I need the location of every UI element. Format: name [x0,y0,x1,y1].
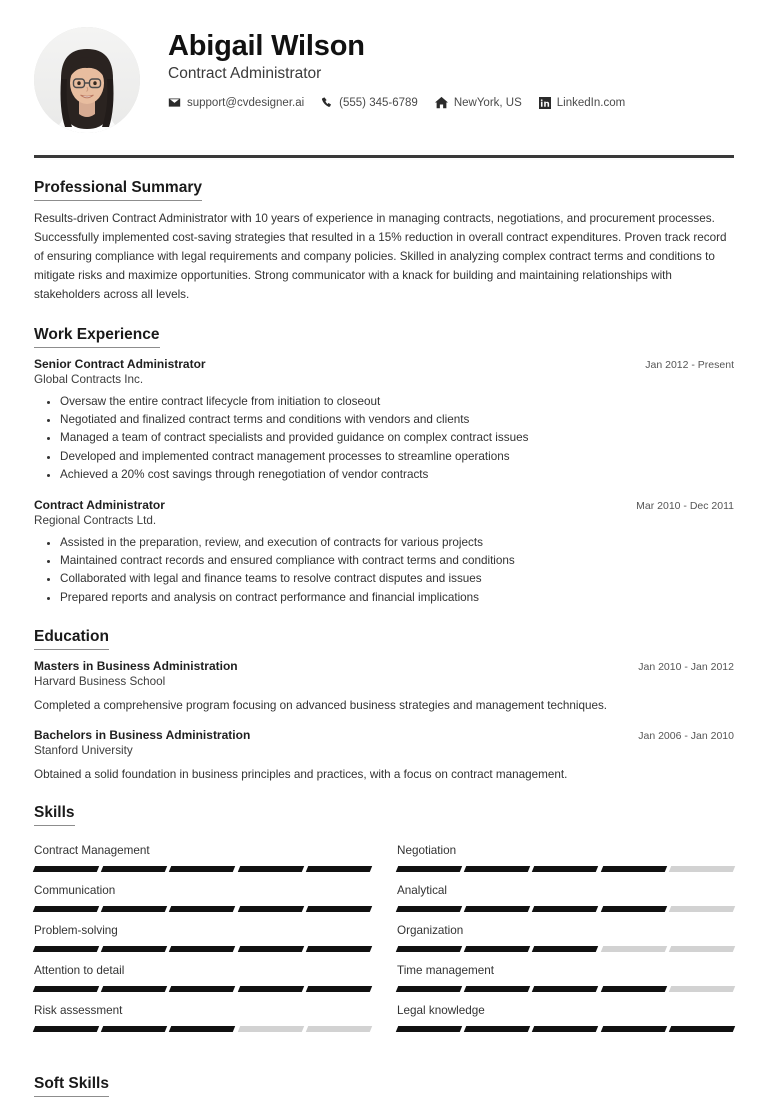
skill-level-segment [169,946,236,952]
skill-level-segment [600,906,667,912]
skill-level-segment [532,1026,599,1032]
skill-level-segment [237,906,304,912]
skill-level-bar [397,1026,734,1032]
skill-label: Time management [397,964,495,978]
page-title: Abigail Wilson [168,30,365,62]
contact-email[interactable] [168,96,304,109]
skill-label: Problem-solving [34,924,118,938]
skill-level-bar [34,906,371,912]
job-title: Contract Administrator [168,65,322,83]
skill-level-segment [101,866,168,872]
skill-level-segment [669,906,736,912]
skill-label: Analytical [397,884,448,898]
skill-level-segment [33,1026,100,1032]
education-degree: Bachelors in Business Administration [34,727,251,742]
skill-level-segment [532,906,599,912]
skill-item [397,875,734,915]
skill-level-segment [396,1026,463,1032]
skill-level-segment [169,1026,236,1032]
skill-level-bar [397,906,734,912]
experience-entry [34,498,734,607]
skill-level-bar [397,866,734,872]
skill-level-segment [169,906,236,912]
list-item: • Maintained contract records and ensured compliance with contract terms and conditions [60,552,734,570]
skill-level-segment [101,906,168,912]
skill-level-segment [396,946,463,952]
list-item: • Managed a team of contract specialists and provided guidance on complex contract issues [60,429,734,447]
skill-item [397,995,734,1035]
experience-organization: Regional Contracts Ltd. [34,513,157,527]
skill-item [397,955,734,995]
skill-level-segment [464,986,531,992]
skill-level-segment [306,866,373,872]
skill-label: Contract Management [34,844,150,858]
skill-level-segment [532,946,599,952]
skill-level-segment [669,946,736,952]
skill-level-segment [306,906,373,912]
skill-item [397,915,734,955]
skills-grid [34,835,734,1035]
section-soft-skills [34,1056,734,1106]
skill-level-segment [237,946,304,952]
list-item: • Prepared reports and analysis on contract performance and financial implications [60,589,734,607]
skill-level-bar [34,1026,371,1032]
contact-phone-text: (555) 345-6789 [339,96,418,109]
experience-role: Senior Contract Administrator [34,356,206,371]
skill-level-segment [237,866,304,872]
contact-linkedin[interactable] [539,97,625,109]
skill-level-segment [396,866,463,872]
list-item: • Collaborated with legal and finance teams to resolve contract disputes and issues [60,570,734,588]
skill-level-segment [169,986,236,992]
education-entry [34,659,734,715]
skill-level-segment [33,866,100,872]
contact-row [168,96,625,109]
skill-item [397,835,734,875]
list-item: • Developed and implemented contract management processes to streamline operations [60,448,734,466]
experience-entry-head [34,357,734,371]
experience-bullets [34,534,734,607]
section-skills [34,804,734,1035]
section-title-summary: Professional Summary [34,179,202,201]
section-education [34,628,734,783]
education-date: Jan 2006 - Jan 2010 [638,729,734,742]
experience-entry [34,357,734,485]
skill-label: Attention to detail [34,964,125,978]
experience-date: Jan 2012 - Present [645,358,734,371]
contact-linkedin-text: LinkedIn.com [556,96,626,109]
section-professional-summary [34,179,734,305]
skill-level-bar [34,866,371,872]
skill-level-segment [600,866,667,872]
section-title-experience: Work Experience [34,326,160,348]
skill-level-segment [464,946,531,952]
education-description: Obtained a solid foundation in business principles and practices, with a focus on contract management. [34,767,568,781]
skill-label: Legal knowledge [397,1004,485,1018]
education-degree: Masters in Business Administration [34,659,238,673]
skill-label: Communication [34,884,116,898]
experience-role: Contract Administrator [34,497,165,512]
skill-level-segment [306,946,373,952]
skill-level-segment [101,1026,168,1032]
skill-level-bar [34,986,371,992]
skill-label: Risk assessment [34,1004,123,1018]
skill-level-bar [397,986,734,992]
skill-item [34,835,371,875]
skill-label: Negotiation [397,844,457,858]
skill-level-bar [397,946,734,952]
section-work-experience [34,326,734,607]
skill-level-segment [600,946,667,952]
skill-item [34,875,371,915]
list-item: • Oversaw the entire contract lifecycle from initiation to closeout [60,393,734,411]
skill-level-segment [600,986,667,992]
contact-location[interactable] [435,96,522,109]
experience-date: Mar 2010 - Dec 2011 [636,499,734,512]
skill-level-segment [532,866,599,872]
header-text-block [140,24,625,109]
skill-level-segment [464,1026,531,1032]
skill-level-segment [33,906,100,912]
skill-level-segment [306,1026,373,1032]
skill-level-segment [396,986,463,992]
contact-email-text: support@cvdesigner.ai [187,96,305,109]
skill-item [34,915,371,955]
linkedin-icon [539,97,551,109]
skill-level-segment [237,986,304,992]
envelope-icon [168,96,181,109]
home-icon [435,96,448,109]
education-institution: Harvard Business School [34,675,166,688]
list-item: • Assisted in the preparation, review, and execution of contracts for various projects [60,534,734,552]
education-entry [34,728,734,784]
list-item: • Negotiated and finalized contract terms and conditions with vendors and clients [60,411,734,429]
avatar [34,27,140,133]
skill-level-segment [532,986,599,992]
list-item: • Achieved a 20% cost savings through renegotiation of vendor contracts [60,466,734,484]
education-date: Jan 2010 - Jan 2012 [638,661,734,673]
skill-level-segment [33,986,100,992]
skill-level-segment [33,946,100,952]
skill-level-segment [464,866,531,872]
profile-photo-illustration [34,27,140,133]
contact-location-text: NewYork, US [453,96,522,109]
education-entry-head [34,728,734,742]
resume-header [34,0,734,133]
education-description: Completed a comprehensive program focusing on advanced business strategies and management techniques. [34,699,608,712]
header-divider [34,155,734,158]
skill-level-segment [464,906,531,912]
experience-entry-head [34,498,734,512]
skill-level-segment [306,986,373,992]
skill-level-segment [101,986,168,992]
education-entry-head [34,659,734,673]
education-institution: Stanford University [34,743,133,757]
experience-bullets [34,393,734,485]
summary-text: Results-driven Contract Administrator with 10 years of experience in managing contracts, negotiations, and procurement processes. Successfully implemented cost-saving strategies that resulted in a 15% reduction in overall contract expenditures. Proven track record of ensuring compliance with legal requirements and company policies. Skilled in analyzing complex contract terms and conditions to mitigate risks and maximize opportunities. Strong communicator with a knack for building and maintaining relationships with stakeholders across all levels. [34,212,727,301]
section-title-skills: Skills [34,804,75,826]
experience-organization: Global Contracts Inc. [34,372,144,386]
phone-icon [321,96,333,109]
section-title-soft-skills: Soft Skills [34,1075,109,1097]
skill-label: Organization [397,924,464,938]
skill-level-segment [669,1026,736,1032]
skill-level-segment [169,866,236,872]
skill-level-bar [34,946,371,952]
contact-phone[interactable] [321,96,418,109]
skill-level-segment [396,906,463,912]
skill-item [34,955,371,995]
skill-level-segment [669,986,736,992]
skill-level-segment [669,866,736,872]
skill-item [34,995,371,1035]
skill-level-segment [237,1026,304,1032]
skill-level-segment [600,1026,667,1032]
section-title-education: Education [34,628,109,650]
skill-level-segment [101,946,168,952]
